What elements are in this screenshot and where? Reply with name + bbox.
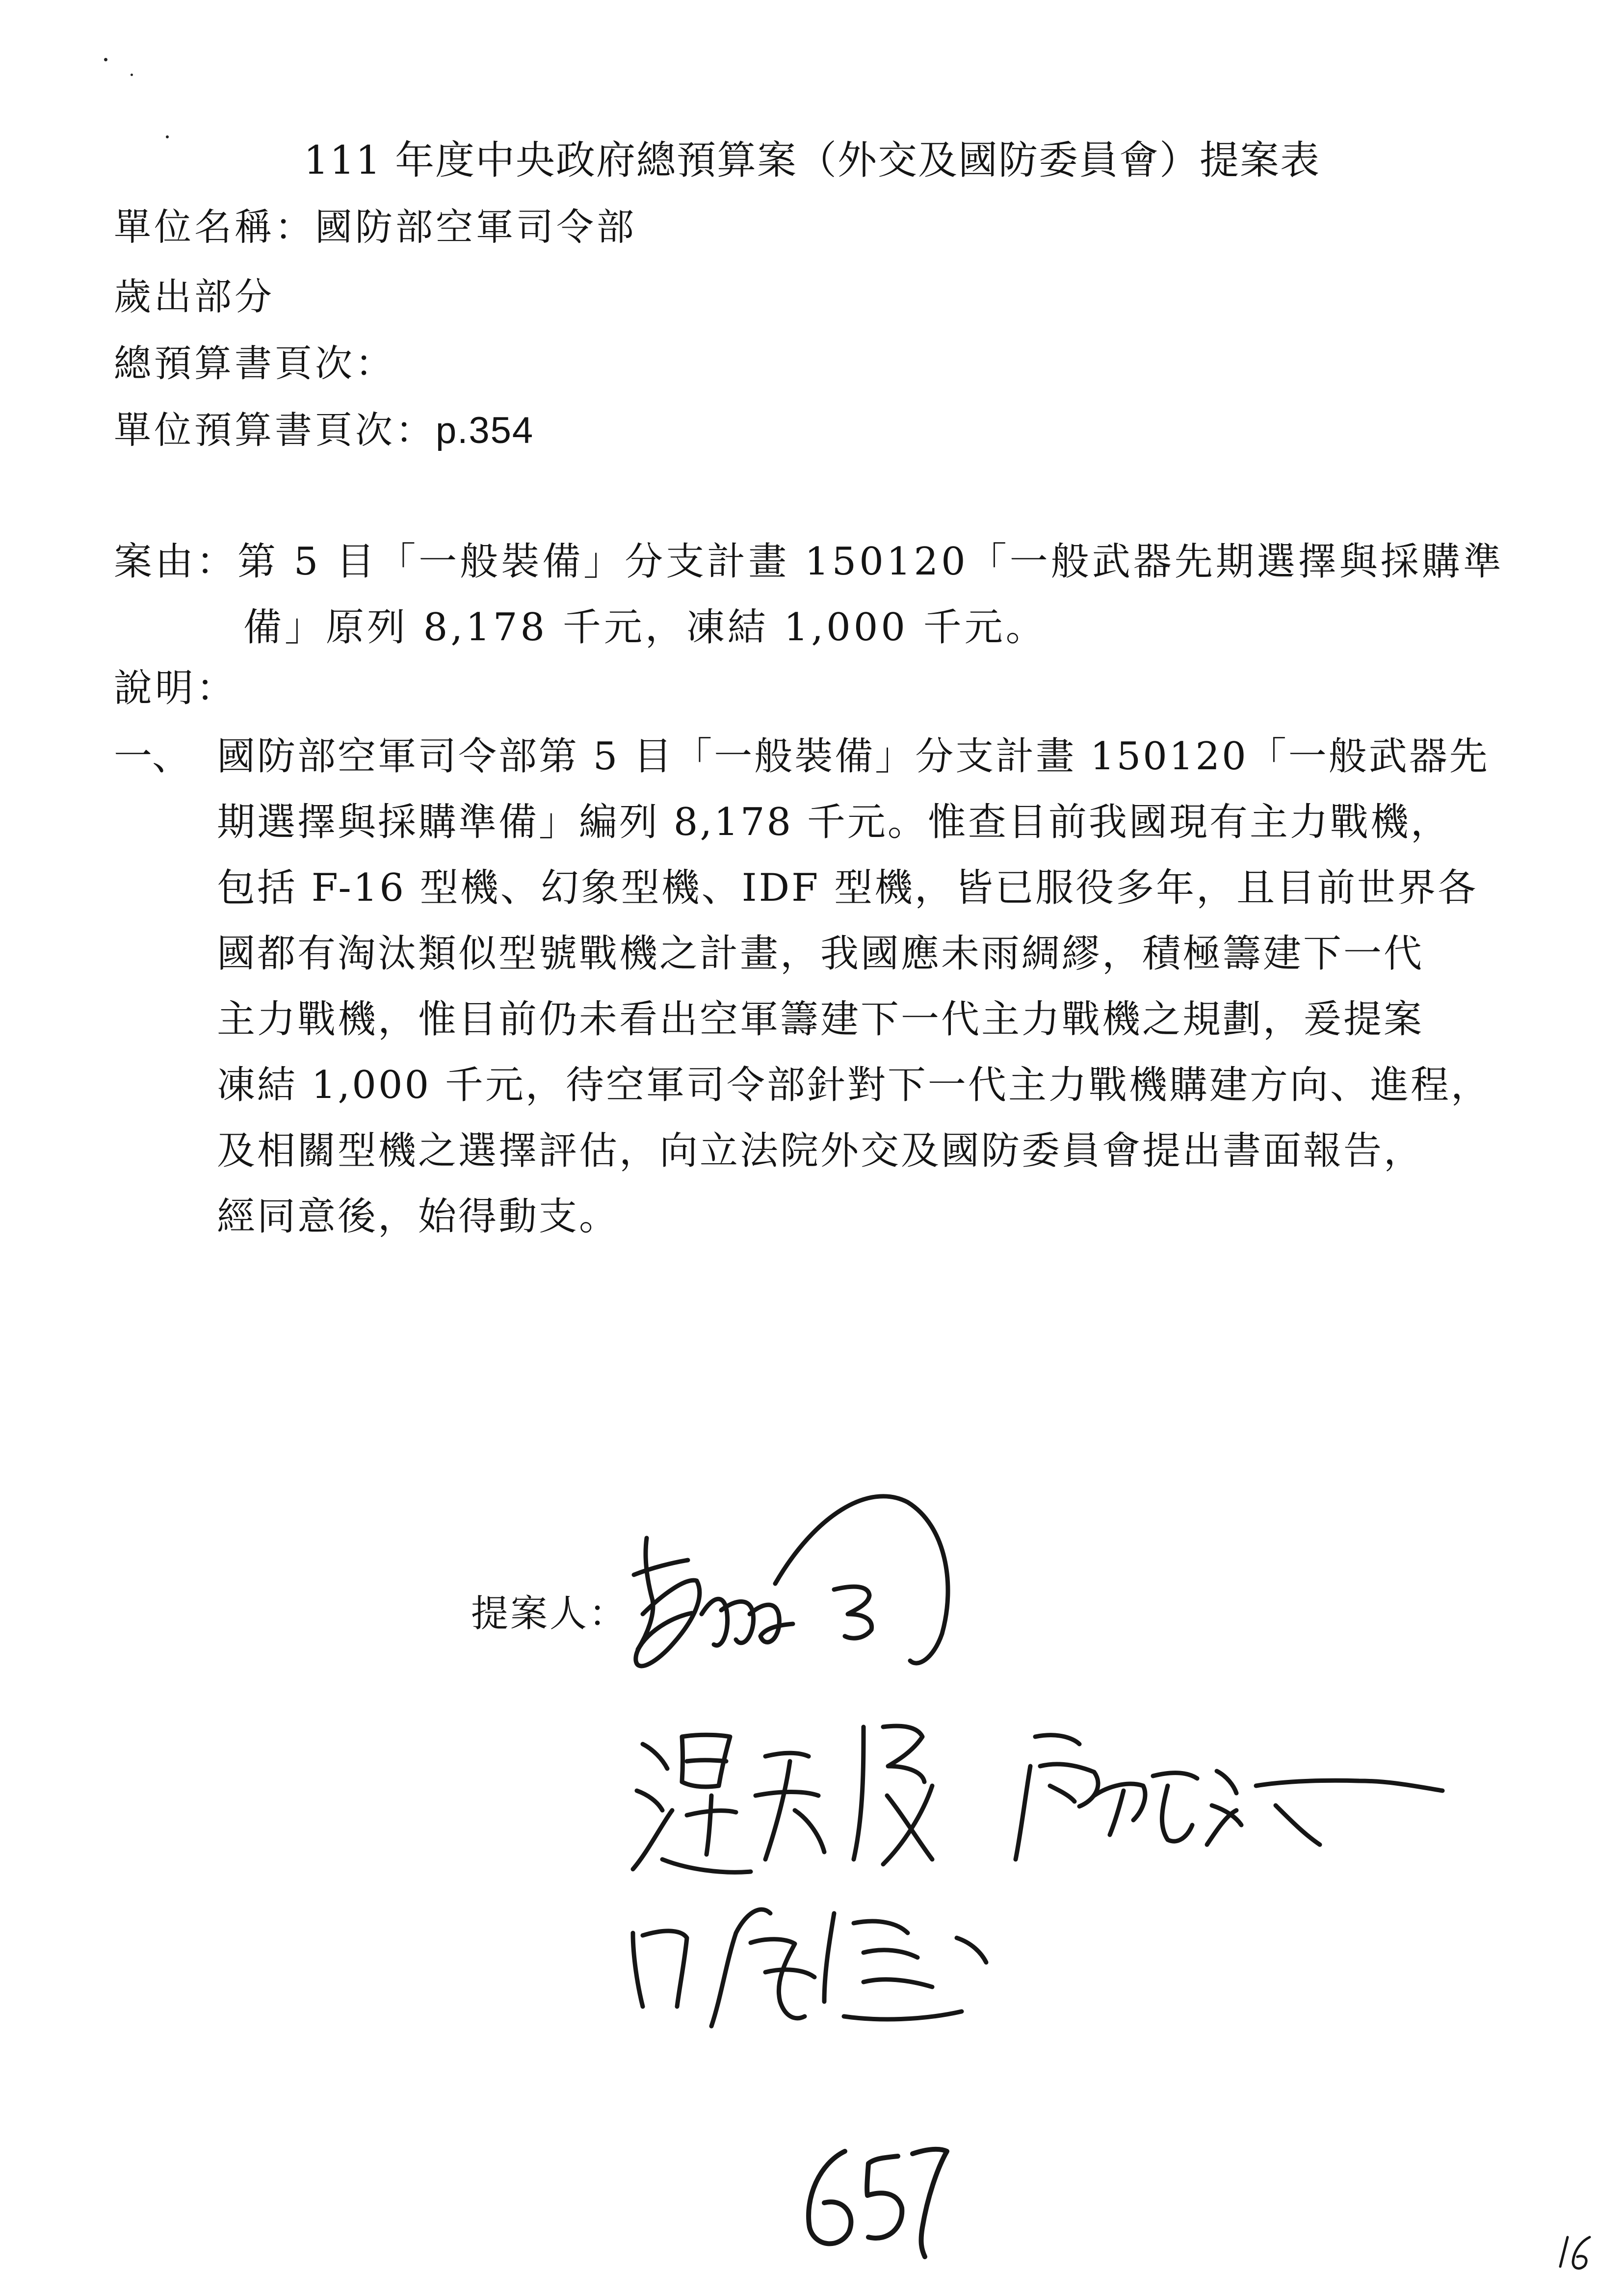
- document-title: 111 年度中央政府總預算案（外交及國防委員會）提案表: [303, 137, 1321, 183]
- signature-3: [633, 1909, 986, 2026]
- item-number: 一、: [114, 734, 191, 779]
- handwritten-page-number-657: [809, 2149, 947, 2257]
- corner-page-number-16: [1560, 2237, 1590, 2269]
- subject-line-2: 備」原列 8,178 千元，凍結 1,000 千元。: [243, 605, 1047, 650]
- unit-name-value: 國防部空軍司令部: [315, 205, 637, 249]
- proposer-label: 提案人：: [471, 1592, 628, 1635]
- item-line: 主力戰機，惟目前仍未看出空軍籌建下一代主力戰機之規劃，爰提案: [217, 997, 1424, 1042]
- item-line: 及相關型機之選擇評估，向立法院外交及國防委員會提出書面報告，: [217, 1129, 1424, 1173]
- expenditure-section: 歲出部分: [114, 275, 275, 318]
- general-budget-page-label: 總預算書頁次：: [114, 341, 395, 385]
- subject-line-1: 第 5 目「一般裝備」分支計畫 150120「一般武器先期選擇與採購準: [237, 540, 1504, 584]
- signature-1: [634, 1496, 948, 1666]
- unit-budget-page-label: 單位預算書頁次：: [114, 408, 436, 452]
- subject-label: 案由：: [114, 540, 238, 584]
- unit-budget-page-value: p.354: [436, 410, 534, 451]
- item-line: 凍結 1,000 千元，待空軍司令部針對下一代主力戰機購建方向、進程，: [217, 1063, 1491, 1107]
- item-line: 期選擇與採購準備」編列 8,178 千元。惟查目前我國現有主力戰機，: [217, 800, 1451, 844]
- explanation-label: 說明：: [114, 666, 238, 710]
- unit-name-label: 單位名稱：: [114, 205, 315, 249]
- item-line: 經同意後，始得動支。: [217, 1195, 620, 1239]
- item-line: 國防部空軍司令部第 5 目「一般裝備」分支計畫 150120「一般武器先: [217, 734, 1490, 779]
- item-line: 包括 F-16 型機、幻象型機、IDF 型機，皆已服役多年，且目前世界各: [217, 866, 1478, 910]
- signature-2: [633, 1726, 1442, 1872]
- item-line: 國都有淘汰類似型號戰機之計畫，我國應未雨綢繆，積極籌建下一代: [217, 932, 1424, 976]
